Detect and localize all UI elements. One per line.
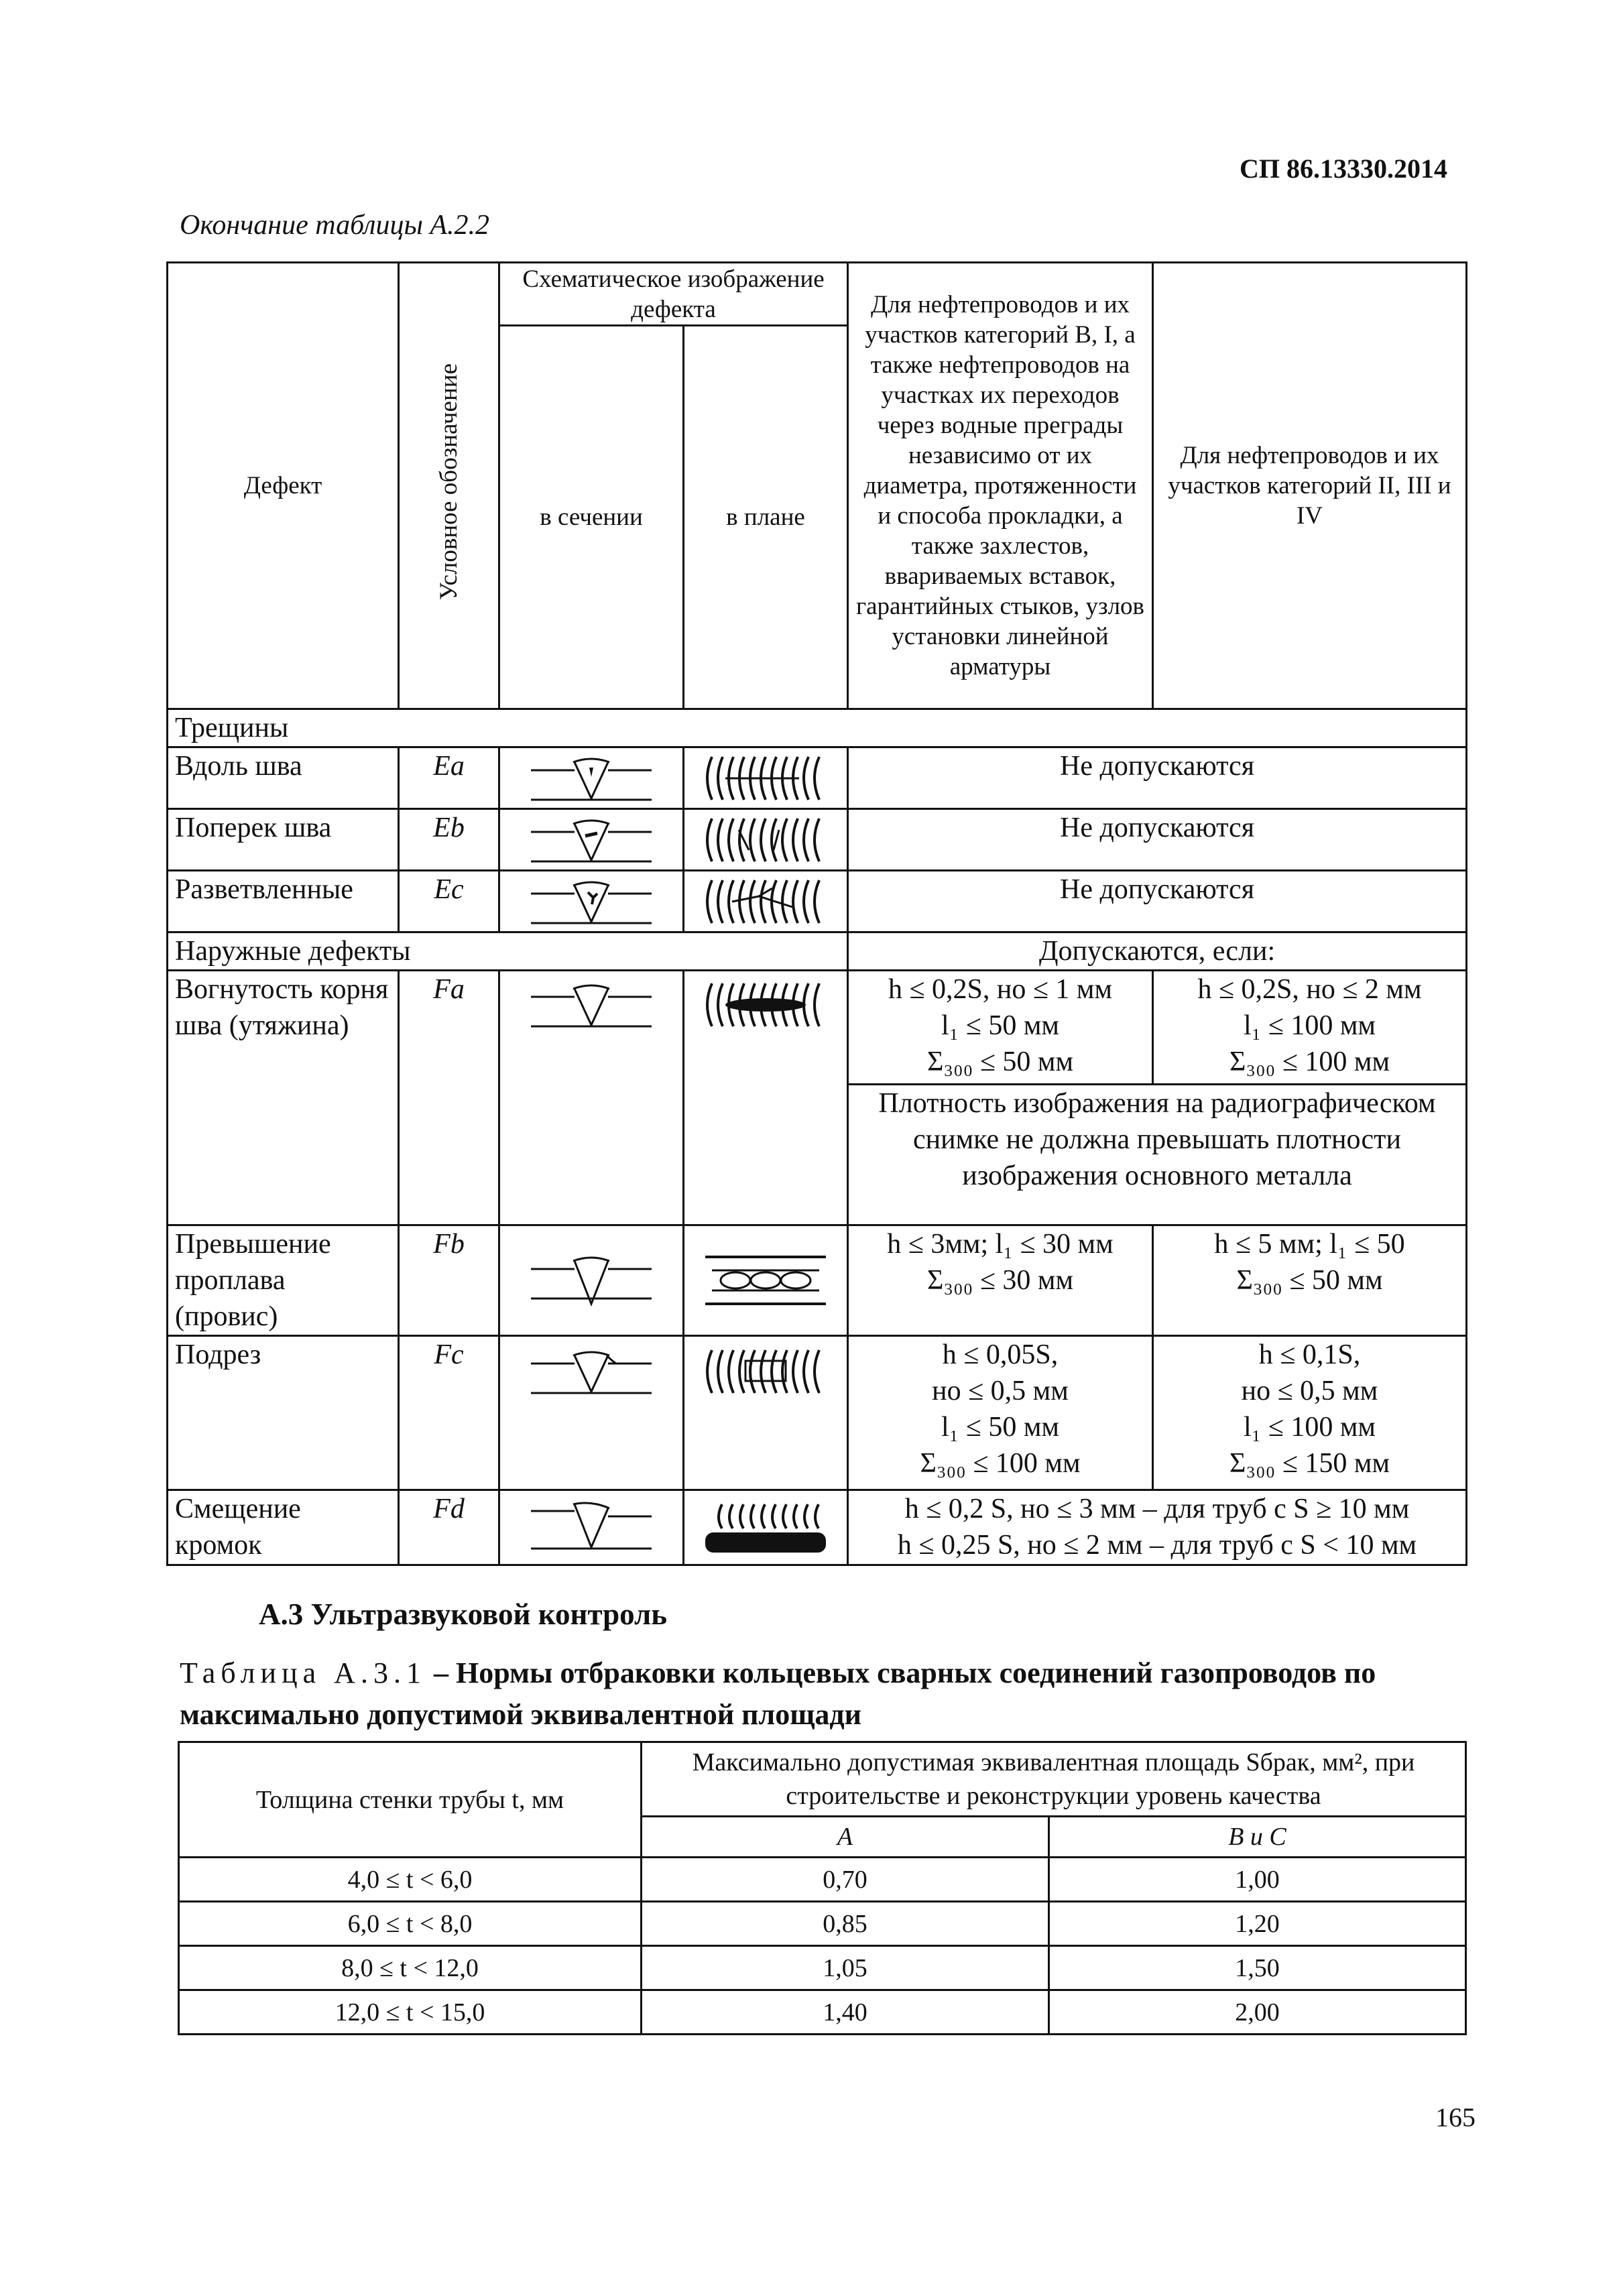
table-row [168,871,1467,932]
header-designation-label: Условное обозначение [435,363,463,601]
requirement-line: h ≤ 0,1S, [1258,1339,1361,1370]
table-row [179,1858,1466,1902]
requirement-line: h ≤ 5 мм; l₁ ≤ 50 [1214,1229,1405,1260]
header-in-plan: в плане [684,326,848,709]
table-a31-header-row [179,1742,1466,1817]
requirement-line: l₁ ≤ 100 мм [1243,1412,1376,1443]
plan-schematic [684,1336,848,1490]
requirement-line: Σ₃₀₀ ≤ 100 мм [920,1448,1081,1479]
table-row [168,1336,1467,1490]
table-caption-title: – Нормы отбраковки кольцевых сварных соединений газопроводов по максимально допустимой эквивалентной площади [180,1656,1376,1731]
defect-name: Поперек шва [168,809,399,871]
section-schematic [499,1225,684,1336]
defect-name: Разветвленные [168,871,399,932]
thickness-range: 6,0 ≤ t < 8,0 [179,1902,642,1946]
defect-name: Смещение кромок [168,1490,399,1565]
plan-schematic [684,871,848,932]
plan-schematic [684,747,848,809]
requirement-line: Σ₃₀₀ ≤ 50 мм [1236,1265,1383,1296]
requirement-misalignment [848,1490,1467,1565]
header-schematic: Схематическое изображение дефекта [499,263,848,326]
value-level-bc: 1,20 [1049,1902,1466,1946]
requirement-cat-2-4 [1153,1225,1467,1336]
defect-code: Fa [399,971,499,1225]
value-level-a: 1,05 [642,1946,1049,1990]
table-row [179,1946,1466,1990]
table-row [179,1990,1466,2035]
plan-schematic [684,1490,848,1565]
requirement-line: Σ₃₀₀ ≤ 50 мм [926,1046,1074,1077]
value-level-bc: 1,00 [1049,1858,1466,1902]
header-in-section: в сечении [499,326,684,709]
table-row [168,809,1467,871]
table-caption [180,1652,1467,1736]
header-level-bc: В и С [1049,1817,1466,1858]
plan-schematic [684,809,848,871]
requirement-cat-b-1 [848,971,1153,1085]
table-row [168,747,1467,809]
requirement-line: h ≤ 0,2S, но ≤ 1 мм [888,974,1113,1005]
table-a22 [166,261,1467,1566]
requirement-cat-b-1 [848,1225,1153,1336]
value-level-bc: 2,00 [1049,1990,1466,2035]
defect-name: Подрез [168,1336,399,1490]
plan-schematic [684,1225,848,1336]
defect-name: Превышение проплава (провис) [168,1225,399,1336]
defect-requirement: Не допускаются [848,747,1467,809]
continuation-title: Окончание таблицы А.2.2 [180,210,490,241]
requirement-line: Σ₃₀₀ ≤ 150 мм [1229,1448,1390,1479]
requirement-line: Σ₃₀₀ ≤ 100 мм [1229,1046,1390,1077]
table-caption-lead: Таблица А.3.1 [180,1656,426,1689]
section-schematic [499,809,684,871]
requirement-line: но ≤ 0,5 мм [1241,1376,1378,1406]
header-thickness: Толщина стенки трубы t, мм [179,1742,642,1858]
value-level-bc: 1,50 [1049,1946,1466,1990]
table-row [168,971,1467,1085]
defect-requirement: Не допускаются [848,809,1467,871]
defect-code: Eb [399,809,499,871]
group-cracks-label: Трещины [168,709,1467,747]
table-row [168,1490,1467,1565]
requirement-line: h ≤ 3мм; l₁ ≤ 30 мм [887,1229,1114,1260]
requirement-line: h ≤ 0,2S, но ≤ 2 мм [1197,974,1422,1005]
requirement-cat-2-4 [1153,1336,1467,1490]
requirement-line: h ≤ 0,2 S, но ≤ 3 мм – для труб с S ≥ 10 мм [904,1494,1410,1524]
defect-code: Fb [399,1225,499,1336]
requirement-line: Σ₃₀₀ ≤ 30 мм [926,1265,1074,1296]
requirement-line: h ≤ 0,25 S, но ≤ 2 мм – для труб с S < 10 мм [897,1530,1417,1561]
thickness-range: 4,0 ≤ t < 6,0 [179,1858,642,1902]
density-note: Плотность изображения на радиографическом снимке не должна превышать плотности изображения основного металла [848,1085,1467,1225]
section-schematic [499,871,684,932]
table-row [179,1902,1466,1946]
defect-name: Вдоль шва [168,747,399,809]
table-a22-header-row [168,263,1467,326]
requirement-line: l₁ ≤ 50 мм [941,1010,1060,1041]
section-schematic [499,747,684,809]
table-row [168,1225,1467,1336]
table-a31 [178,1741,1467,2035]
group-row-cracks [168,709,1467,747]
header-max-area: Максимально допустимая эквивалентная площадь Sбрак, мм², при строительстве и реконструкции уровень качества [642,1742,1466,1817]
group-external-value: Допускаются, если: [848,932,1467,971]
group-row-external [168,932,1467,971]
group-external-label: Наружные дефекты [168,932,848,971]
defect-name: Вогнутость корня шва (утяжина) [168,971,399,1225]
section-schematic [499,1336,684,1490]
requirement-line: h ≤ 0,05S, [942,1339,1059,1370]
defect-code: Fc [399,1336,499,1490]
header-level-a: А [642,1817,1049,1858]
page-number: 165 [1435,2102,1476,2132]
requirement-line: но ≤ 0,5 мм [932,1376,1069,1406]
defect-requirement: Не допускаются [848,871,1467,932]
header-defect: Дефект [168,263,399,709]
value-level-a: 1,40 [642,1990,1049,2035]
section-schematic [499,1490,684,1565]
defect-code: Ea [399,747,499,809]
requirement-line: l₁ ≤ 100 мм [1243,1010,1376,1041]
thickness-range: 8,0 ≤ t < 12,0 [179,1946,642,1990]
document-code: СП 86.13330.2014 [1240,154,1447,184]
header-category-2-4: Для нефтепроводов и их участков категорий II, III и IV [1153,263,1467,709]
section-schematic [499,971,684,1225]
thickness-range: 12,0 ≤ t < 15,0 [179,1990,642,2035]
defect-code: Fd [399,1490,499,1565]
requirement-cat-b-1 [848,1336,1153,1490]
requirement-cat-2-4 [1153,971,1467,1085]
value-level-a: 0,85 [642,1902,1049,1946]
value-level-a: 0,70 [642,1858,1049,1902]
section-heading: А.3 Ультразвуковой контроль [259,1597,668,1631]
header-designation [399,263,499,709]
requirement-line: l₁ ≤ 50 мм [941,1412,1060,1443]
header-category-b-1: Для нефтепроводов и их участков категорий В, I, а также нефтепроводов на участках их переходов через водные преграды независимо от их диаметра, протяженности и способа прокладки, а также захлестов, ввариваемых вставок, гарантийных стыков, узлов установки линейной арматуры [848,263,1153,709]
plan-schematic [684,971,848,1225]
defect-code: Ec [399,871,499,932]
